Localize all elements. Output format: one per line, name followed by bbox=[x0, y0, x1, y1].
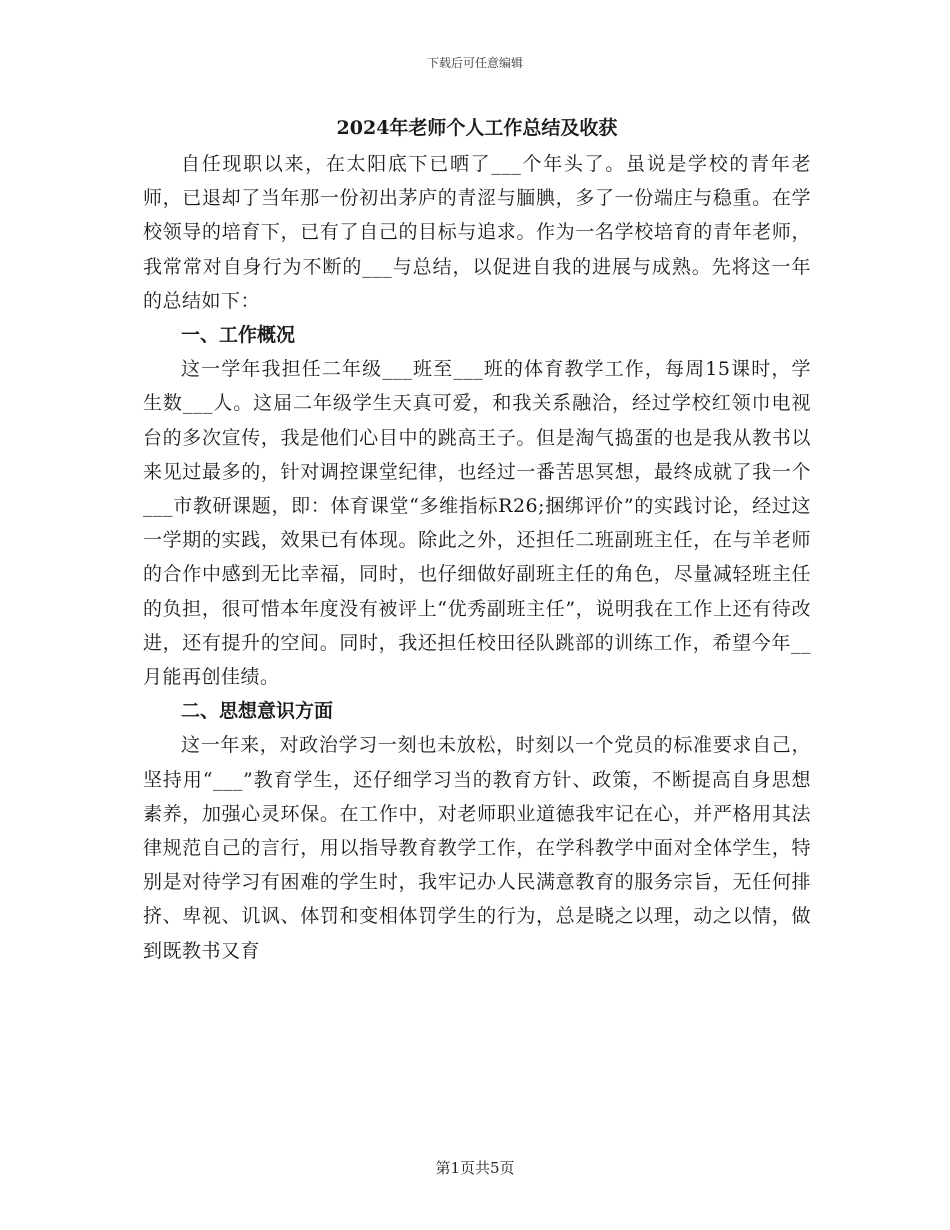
document-title: 2024年老师个人工作总结及收获 bbox=[336, 117, 618, 139]
page-header: 下载后可任意编辑 bbox=[426, 56, 523, 70]
section-2-heading: 二、思想意识方面 bbox=[181, 700, 334, 723]
intro-paragraph: 自任现职以来，在太阳底下已晒了___个年头了。虽说是学校的青年老师，已退却了当年那一份初出茅庐的青涩与腼腆，多了一份端庄与稳重。在学校领导的培育下，已有了自己的目标与追求。作为一名学校培育的青年老师，我常常对自身行为不断的___与总结，以促进自我的进展与成熟。先将这一年的总结如下： bbox=[143, 153, 811, 312]
section-1-paragraph: 这一学年我担任二年级___班至___班的体育教学工作，每周15课时，学生数___人。这届二年级学生天真可爱，和我关系融洽，经过学校红领巾电视台的多次宣传，我是他们心目中的跳高王子。但是淘气捣蛋的也是我从教书以来见过最多的，针对调控课堂纪律，也经过一番苦思冥想，最终成就了我一个___市教研课题，即：体育课堂“多维指标R26;捆绑评价”的实践讨论，经过这一学期的实践，效果已有体现。除此之外，还担任二班副班主任，在与羊老师的合作中感到无比幸福，同时，也仔细做好副班主任的角色，尽量减轻班主任的负担，很可惜本年度没有被评上“优秀副班主任”，说明我在工作上还有待改进，还有提升的空间。同时，我还担任校田径队跳部的训练工作，希望今年__月能再创佳绩。 bbox=[143, 358, 811, 689]
section-2-paragraph: 这一年来，对政治学习一刻也未放松，时刻以一个党员的标准要求自己，坚持用“___”教育学生，还仔细学习当的教育方针、政策，不断提高自身思想素养，加强心灵环保。在工作中，对老师职业道德我牢记在心，并严格用其法律规范自己的言行，用以指导教育教学工作，在学科教学中面对全体学生，特别是对待学习有困难的学生时，我牢记办人民满意教育的服务宗旨，无任何排挤、卑视、讥讽、体罚和变相体罚学生的行为，总是晓之以理，动之以情，做到既教书又育 bbox=[143, 734, 811, 962]
section-1-heading: 一、工作概况 bbox=[181, 324, 296, 347]
page-footer: 第1页共5页 bbox=[435, 1159, 515, 1177]
document-body bbox=[143, 112, 811, 968]
